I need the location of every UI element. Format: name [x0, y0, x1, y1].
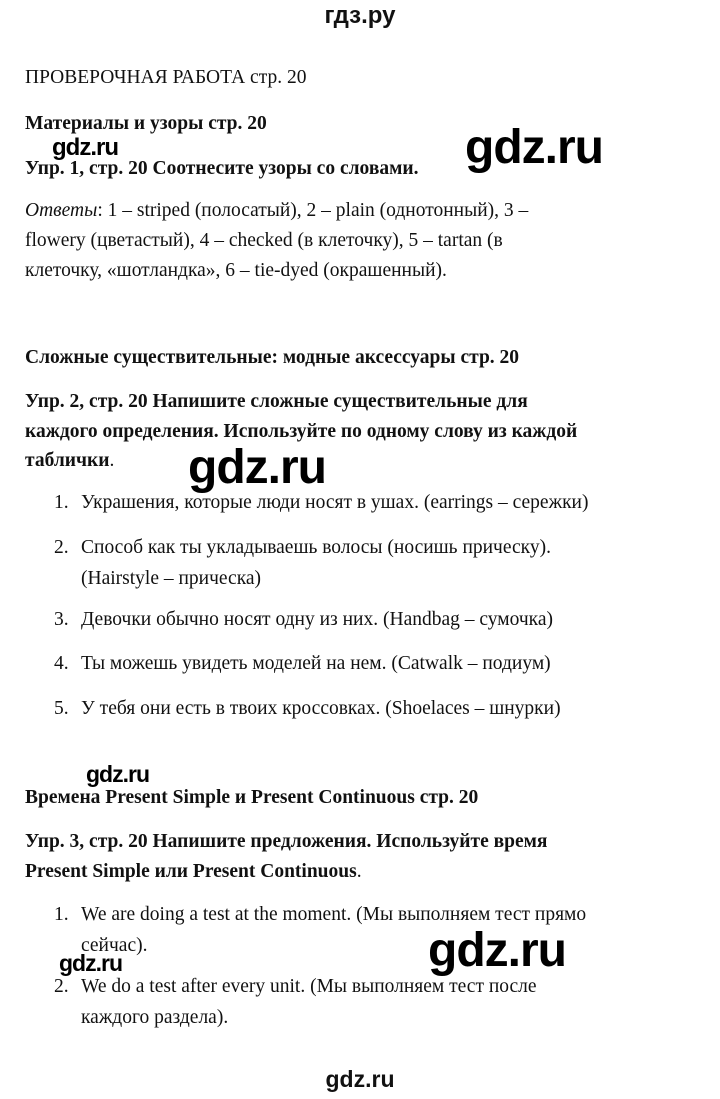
task-text: Present Simple или Present Continuous — [25, 861, 357, 882]
section-3-task-line-2 — [25, 861, 362, 883]
list-item-text: We are doing a test at the moment. (Мы выполняем тест прямо — [81, 904, 587, 925]
list-item-text-cont: каждого раздела). — [81, 1007, 229, 1028]
watermark: gdz.ru — [188, 441, 326, 494]
task-end: . — [109, 450, 115, 471]
section-1-answer-line-2: flowery (цветастый), 4 – checked (в клеточку), 5 – tartan (в — [25, 230, 503, 251]
section-1-heading: Материалы и узоры стр. 20 — [25, 113, 267, 134]
list-item-text: We do a test after every unit. (Мы выполняем тест после — [81, 976, 537, 997]
site-footer[interactable]: gdz.ru — [325, 1066, 395, 1092]
answer-label: Ответы — [25, 200, 98, 221]
list-item-text-cont: сейчас). — [81, 935, 148, 956]
answer-text: : 1 – striped (полосатый), 2 – plain (однотонный), 3 – — [97, 200, 529, 221]
list-item-number: 1. — [54, 904, 69, 925]
list-item-text: Девочки обычно носят одну из них. (Handbag – сумочка) — [81, 609, 553, 630]
watermark: gdz.ru — [52, 134, 118, 161]
list-item-number: 5. — [54, 698, 69, 719]
section-3-task-line-1: Упр. 3, стр. 20 Напишите предложения. Используйте время — [25, 831, 548, 852]
section-3-heading: Времена Present Simple и Present Continuous стр. 20 — [25, 787, 479, 808]
list-item-number: 4. — [54, 653, 69, 674]
task-end: . — [356, 861, 362, 882]
section-1-answer-line-3: клеточку, «шотландка», 6 – tie-dyed (окрашенный). — [25, 260, 447, 281]
list-item-number: 3. — [54, 609, 69, 630]
page-title: ПРОВЕРОЧНАЯ РАБОТА стр. 20 — [25, 67, 307, 88]
list-item-number: 2. — [54, 537, 69, 558]
section-2-task-line-1: Упр. 2, стр. 20 Напишите сложные существительные для — [25, 391, 528, 412]
list-item-text: Ты можешь увидеть моделей на нем. (Catwalk – подиум) — [81, 653, 551, 674]
watermark: gdz.ru — [59, 950, 122, 976]
watermark: gdz.ru — [428, 924, 566, 977]
section-2-task-line-3 — [25, 450, 114, 472]
site-header[interactable]: гдз.ру — [324, 2, 396, 29]
section-1-task: Упр. 1, стр. 20 Соотнесите узоры со словами. — [25, 158, 419, 179]
list-item-number: 2. — [54, 976, 69, 997]
watermark: gdz.ru — [465, 121, 603, 174]
section-1-answer-line-1 — [25, 200, 528, 222]
list-item-text: Способ как ты укладываешь волосы (носишь прическу). — [81, 537, 551, 558]
section-2-heading: Сложные существительные: модные аксессуары стр. 20 — [25, 347, 520, 368]
watermark: gdz.ru — [86, 761, 149, 787]
task-text: таблички — [25, 450, 110, 471]
list-item-text: Украшения, которые люди носят в ушах. (earrings – сережки) — [81, 492, 589, 513]
list-item-number: 1. — [54, 492, 69, 513]
section-2-task-line-2: каждого определения. Используйте по одному слову из каждой — [25, 421, 578, 442]
list-item-text-cont: (Hairstyle – прическа) — [81, 568, 262, 589]
list-item-text: У тебя они есть в твоих кроссовках. (Shoelaces – шнурки) — [81, 698, 561, 719]
